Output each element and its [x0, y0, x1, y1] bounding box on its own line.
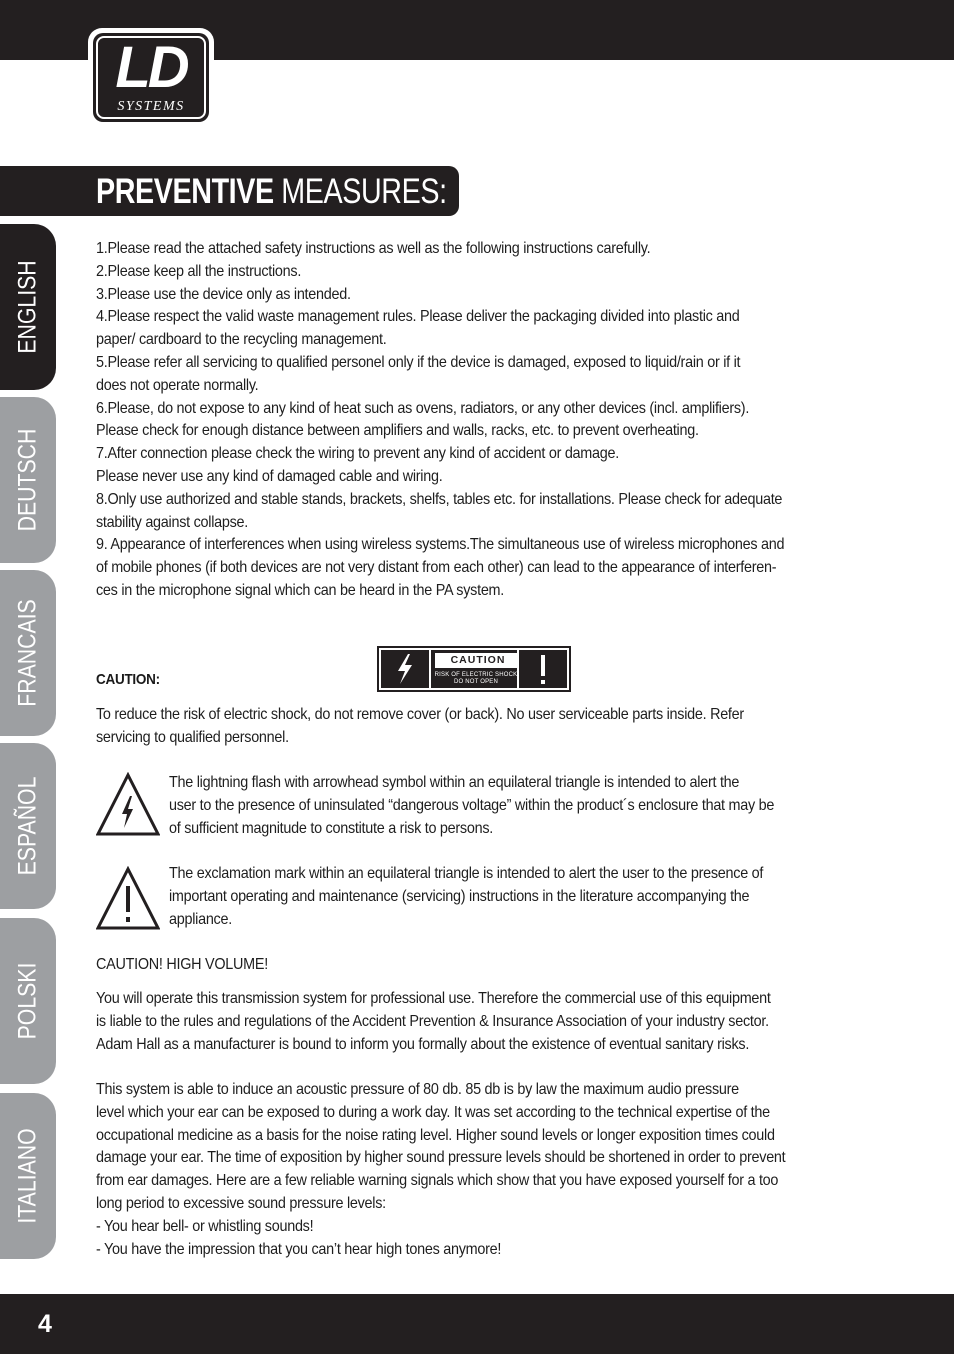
text-line: of sufficient magnitude to constitute a risk to persons.: [169, 819, 493, 837]
heading-line: CAUTION! HIGH VOLUME!: [96, 956, 268, 973]
measure-line: 2.Please keep all the instructions.: [96, 262, 302, 280]
tab-label: ENGLISH: [13, 260, 42, 354]
text-line: The exclamation mark within an equilateral triangle is intended to alert the user to the presence of: [169, 865, 764, 882]
measure-line: of mobile phones (if both devices are not very distant from each other) can lead to the appearance of interferen-: [96, 559, 777, 577]
measure-line: Please check for enough distance between amplifiers and walls, racks, etc. to prevent overheating.: [96, 422, 699, 440]
volume-paragraph-1: [96, 988, 857, 1056]
tab-label: ITALIANO: [13, 1128, 42, 1224]
exclamation-description: [169, 863, 871, 931]
text-line: - You hear bell- or whistling sounds!: [96, 1217, 314, 1235]
tab-label: POLSKI: [13, 962, 42, 1040]
measure-line: 4.Please respect the valid waste management rules. Please deliver the packaging divided into plastic and: [96, 308, 740, 326]
exclamation-icon: [519, 650, 567, 688]
measure-line: stability against collapse.: [96, 513, 249, 531]
exclamation-triangle-icon: [96, 866, 160, 930]
ld-systems-logo: [88, 28, 214, 127]
measure-line: Please never use any kind of damaged cable and wiring.: [96, 467, 443, 485]
volume-paragraph-2: [96, 1079, 857, 1261]
measure-line: 8.Only use authorized and stable stands, brackets, shelfs, tables etc. for installations. Please check for adequate: [96, 490, 783, 508]
measure-line: 7.After connection please check the wiring to prevent any kind of accident or damage.: [96, 445, 619, 463]
caution-sticker-title: CAUTION: [435, 653, 521, 668]
page-title-bold: PREVENTIVE: [96, 172, 274, 211]
tab-italiano[interactable]: [0, 1093, 56, 1259]
caution-sticker-risk: RISK OF ELECTRIC SHOCK: [434, 672, 518, 678]
tab-polski[interactable]: [0, 918, 56, 1084]
caution-sticker: [377, 646, 571, 692]
page-title: [96, 166, 447, 216]
page-title-rest: MEASURES:: [281, 172, 447, 211]
bottom-bar: [0, 1294, 954, 1354]
lightning-description: [169, 772, 871, 840]
tab-francais[interactable]: [0, 570, 56, 736]
text-line: The lightning flash with arrowhead symbol within an equilateral triangle is intended to alert the: [169, 774, 740, 791]
caution-sticker-open: DO NOT OPEN: [453, 679, 499, 685]
text-line: damage your ear. The time of exposition by higher sound pressure levels should be shortened in order to prevent: [96, 1149, 786, 1167]
logo-subtitle: SYSTEMS: [117, 99, 185, 114]
measure-line: 3.Please use the device only as intended.: [96, 285, 351, 303]
tab-espanol[interactable]: [0, 743, 56, 909]
text-line: Adam Hall as a manufacturer is bound to inform you formally about the existence of eventual sanitary risks.: [96, 1035, 750, 1053]
measure-line: 6.Please, do not expose to any kind of heat such as ovens, radiators, or any other devices (incl. amplifiers).: [96, 399, 750, 417]
page-number: 4: [38, 1310, 52, 1338]
lightning-icon: [381, 650, 429, 688]
measure-line: 1.Please read the attached safety instructions as well as the following instructions carefully.: [96, 240, 651, 257]
high-volume-heading: [96, 954, 857, 977]
tab-english[interactable]: [0, 224, 56, 390]
lightning-triangle-icon: [96, 772, 160, 836]
logo-mark: LD: [115, 35, 187, 100]
measure-line: does not operate normally.: [96, 376, 259, 394]
tab-deutsch[interactable]: [0, 397, 56, 563]
text-line: important operating and maintenance (servicing) instructions in the literature accompanying the: [169, 887, 750, 905]
text-line: occupational medicine as a basis for the noise rating level. Higher sound levels or longer exposition times could: [96, 1126, 775, 1144]
tab-label: DEUTSCH: [13, 428, 42, 532]
measure-line: paper/ cardboard to the recycling management.: [96, 331, 387, 349]
text-line: user to the presence of uninsulated “dangerous voltage” within the product´s enclosure that may be: [169, 796, 775, 814]
tab-label: FRANCAIS: [13, 599, 42, 707]
measure-line: 5.Please refer all servicing to qualified personel only if the device is damaged, exposed to liquid/rain or if it: [96, 353, 741, 371]
text-line: servicing to qualified personnel.: [96, 728, 289, 746]
tab-label: ESPAÑOL: [13, 776, 42, 876]
caution-label: CAUTION:: [96, 671, 160, 688]
measure-line: ces in the microphone signal which can be heard in the PA system.: [96, 581, 505, 599]
text-line: To reduce the risk of electric shock, do not remove cover (or back). No user serviceable parts inside. Refer: [96, 706, 744, 723]
text-line: You will operate this transmission system for professional use. Therefore the commercial use of this equipment: [96, 990, 771, 1007]
text-line: from ear damages. Here are a few reliable warning signals which show that you have exposed yourself for a too: [96, 1172, 779, 1190]
text-line: This system is able to induce an acoustic pressure of 80 db. 85 db is by law the maximum audio pressure: [96, 1081, 739, 1098]
shock-warning: [96, 704, 857, 750]
text-line: is liable to the rules and regulations of the Accident Prevention & Insurance Association of your industry sector.: [96, 1012, 769, 1030]
text-line: level which your ear can be exposed to during a work day. It was set according to the technical expertise of the: [96, 1103, 770, 1121]
measures-list: [96, 238, 857, 603]
measure-line: 9. Appearance of interferences when using wireless systems.The simultaneous use of wireless microphones and: [96, 536, 785, 554]
text-line: long period to excessive sound pressure levels:: [96, 1194, 386, 1212]
text-line: appliance.: [169, 910, 232, 928]
text-line: - You have the impression that you can’t hear high tones anymore!: [96, 1240, 502, 1258]
